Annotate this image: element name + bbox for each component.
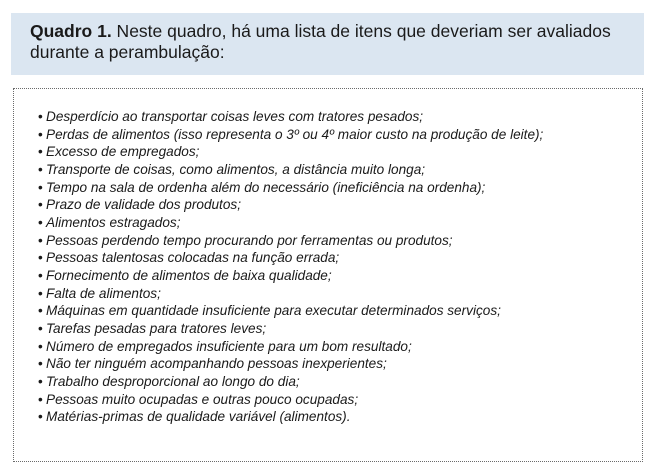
list-item-text: Número de empregados insuficiente para um bom resultado; [46, 338, 412, 354]
quadro-header [11, 13, 644, 75]
list-item [38, 373, 632, 391]
bullet-icon: • [38, 109, 43, 124]
list-item-text: Pessoas talentosas colocadas na função errada; [46, 250, 340, 266]
bullet-icon: • [38, 144, 43, 160]
list-item-text: Tarefas pesadas para tratores leves; [46, 320, 267, 336]
list-item [38, 285, 632, 303]
list-item-text: Falta de alimentos; [46, 285, 161, 301]
quadro-caption: Neste quadro, há uma lista de itens que deveriam ser avaliados durante a perambulação: [30, 21, 611, 62]
list-item-text: Matérias-primas de qualidade variável (alimentos). [46, 409, 351, 425]
quadro-label: Quadro 1. [30, 21, 112, 41]
items-box [13, 88, 643, 462]
list-item [38, 249, 632, 267]
list-item [38, 355, 632, 373]
list-item-text: Excesso de empregados; [46, 144, 200, 160]
bullet-icon: • [38, 214, 43, 230]
bullet-icon: • [38, 373, 43, 389]
bullet-icon: • [38, 391, 43, 407]
list-item-text: Alimentos estragados; [46, 214, 181, 230]
bullet-icon: • [38, 232, 43, 248]
list-item-text: Não ter ninguém acompanhando pessoas inexperientes; [46, 356, 387, 372]
list-item [38, 232, 632, 250]
list-item [38, 267, 632, 285]
list-item [38, 143, 632, 161]
bullet-icon: • [38, 285, 43, 301]
list-item-text: Trabalho desproporcional ao longo do dia; [46, 373, 300, 389]
items-list [38, 108, 632, 426]
list-item-text: Desperdício ao transportar coisas leves com tratores pesados; [46, 109, 424, 124]
bullet-icon: • [38, 338, 43, 354]
list-item [38, 320, 632, 338]
list-item [38, 338, 632, 356]
bullet-icon: • [38, 303, 43, 319]
list-item-text: Prazo de validade dos produtos; [46, 197, 241, 213]
list-item [38, 108, 632, 126]
list-item-text: Transporte de coisas, como alimentos, a distância muito longa; [46, 161, 426, 177]
list-item [38, 126, 632, 144]
list-item [38, 302, 632, 320]
bullet-icon: • [38, 409, 43, 425]
list-item-text: Pessoas muito ocupadas e outras pouco ocupadas; [46, 391, 359, 407]
list-item [38, 161, 632, 179]
list-item-text: Perdas de alimentos (isso representa o 3º ou 4º maior custo na produção de leite); [46, 126, 544, 142]
bullet-icon: • [38, 161, 43, 177]
list-item [38, 214, 632, 232]
list-item [38, 408, 632, 426]
bullet-icon: • [38, 197, 43, 213]
list-item [38, 196, 632, 214]
bullet-icon: • [38, 267, 43, 283]
list-item [38, 179, 632, 197]
bullet-icon: • [38, 320, 43, 336]
list-item-text: Máquinas em quantidade insuficiente para executar determinados serviços; [46, 303, 501, 319]
bullet-icon: • [38, 250, 43, 266]
list-item-text: Tempo na sala de ordenha além do necessário (ineficiência na ordenha); [46, 179, 486, 195]
list-item [38, 391, 632, 409]
list-item-text: Pessoas perdendo tempo procurando por ferramentas ou produtos; [46, 232, 453, 248]
list-item-text: Fornecimento de alimentos de baixa qualidade; [46, 267, 332, 283]
bullet-icon: • [38, 126, 43, 142]
bullet-icon: • [38, 179, 43, 195]
bullet-icon: • [38, 356, 43, 372]
